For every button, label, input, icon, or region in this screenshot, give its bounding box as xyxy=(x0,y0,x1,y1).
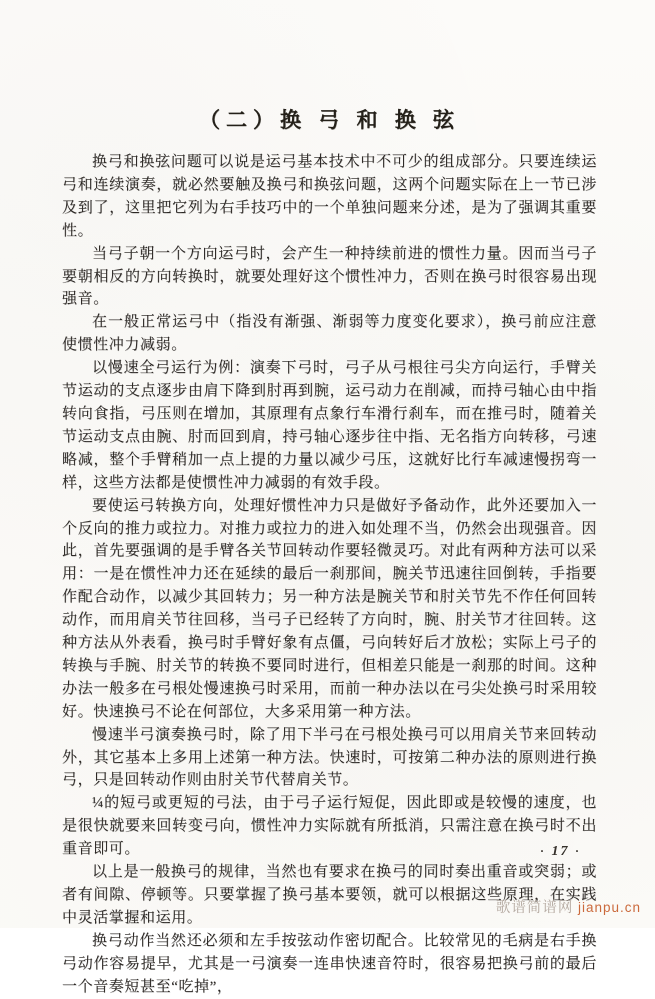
paragraph-left-hand-coordination: 换弓动作当然还必须和左手按弦动作密切配合。比较常见的毛病是右手换弓动作容易提早，尤其是一弓演奏一连串快速音符时，很容易把换弓前的最后一个音奏短甚至“吃掉”， xyxy=(62,932,597,995)
section-title: （二）换 弓 和 换 弦 xyxy=(199,108,460,132)
text-column xyxy=(62,104,597,999)
paragraph-quarter-bow: ¼的短弓或更短的弓法，由于弓子运行短促，因此即或是较慢的速度，也是很快就要来回转变弓向，惯性冲力实际就有所抵消，只需注意在换弓时不出重音即可。 xyxy=(62,795,597,858)
paragraph-slow-half-bow: 慢速半弓演奏换弓时，除了用下半弓在弓根处换弓可以用肩关节来回转动外，其它基本上多用上述第一种方法。快速时，可按第二种办法的原则进行换弓，只是回转动作则由肘关节代替肩关节。 xyxy=(62,726,597,789)
page-number-value: 17 xyxy=(551,844,570,859)
watermark-site-name: 歌谱简谱网 xyxy=(495,900,574,916)
document-body xyxy=(62,151,597,999)
page-number-right-dot: · xyxy=(574,844,581,858)
paragraph-intro: 换弓和换弦问题可以说是运弓基本技术中不可少的组成部分。只要连续运弓和连续演奏，就必然要触及换弓和换弦问题，这两个问题实际在上一节已涉及到了，这里把它列为右手技巧中的一个单独问题来分述，是为了强调其重要性。 xyxy=(62,154,597,239)
paragraph-two-methods: 要使运弓转换方向，处理好惯性冲力只是做好予备动作，此外还要加入一个反向的推力或拉力。对推力或拉力的进入如处理不当，仍然会出现强音。因此，首先要强调的是手臂各关节回转动作要轻微灵巧。对此有两种方法可以采用：一是在惯性冲力还在延续的最后一刹那间，腕关节迅速往回倒转，手指要作配合动作，以减少其回转力；另一种方法是腕关节和肘关节先不作任何回转动作，而用肩关节往回移，当弓子已经转了方向时，腕、肘关节才往回转。这种方法从外表看，换弓时手臂好象有点僵，弓向转好后才放松；实际上弓子的转换与手腕、肘关节的转换不要同时进行，但相差只能是一刹那的时间。这种办法一般多在弓根处慢速换弓时采用，而前一种办法以在弓尖处换弓时采用较好。快速换弓不论在何部位，大多采用第一种方法。 xyxy=(62,497,597,720)
paragraph-slow-full-bow: 以慢速全弓运行为例：演奏下弓时，弓子从弓根往弓尖方向运行，手臂关节运动的支点逐步由肩下降到肘再到腕，运弓动力在削减，而持弓轴心由中指转向食指，弓压则在增加，其原理有点象行车滑行刹车，而在推弓时，随着关节运动支点由腕、肘而回到肩，持弓轴心逐步往中指、无名指方向转移，弓速略减，整个手臂稍加一点上提的力量以减少弓压，这就好比行车减速慢拐弯一样，这些方法都是使惯性冲力减弱的有效手段。 xyxy=(62,360,597,491)
paragraph-general-rules: 以上是一般换弓的规律，当然也有要求在换弓的同时奏出重音或突弱；或者有间隙、停顿等。只要掌握了换弓基本要领，就可以根据这些原理，在实践中灵活掌握和运用。 xyxy=(62,864,597,926)
paragraph-inertia: 当弓子朝一个方向运弓时，会产生一种持续前进的惯性力量。因而当弓子要朝相反的方向转换时，就要处理好这个惯性冲力，否则在换弓时很容易出现强音。 xyxy=(62,245,597,308)
page-number xyxy=(540,844,581,860)
paragraph-normal-bowing: 在一般正常运弓中（指没有渐强、渐弱等力度变化要求），换弓前应注意使惯性冲力减弱。 xyxy=(62,314,597,354)
page-number-left-dot: · xyxy=(539,844,546,858)
watermark xyxy=(496,896,641,917)
watermark-site-url: jianpu.cn xyxy=(577,900,641,915)
